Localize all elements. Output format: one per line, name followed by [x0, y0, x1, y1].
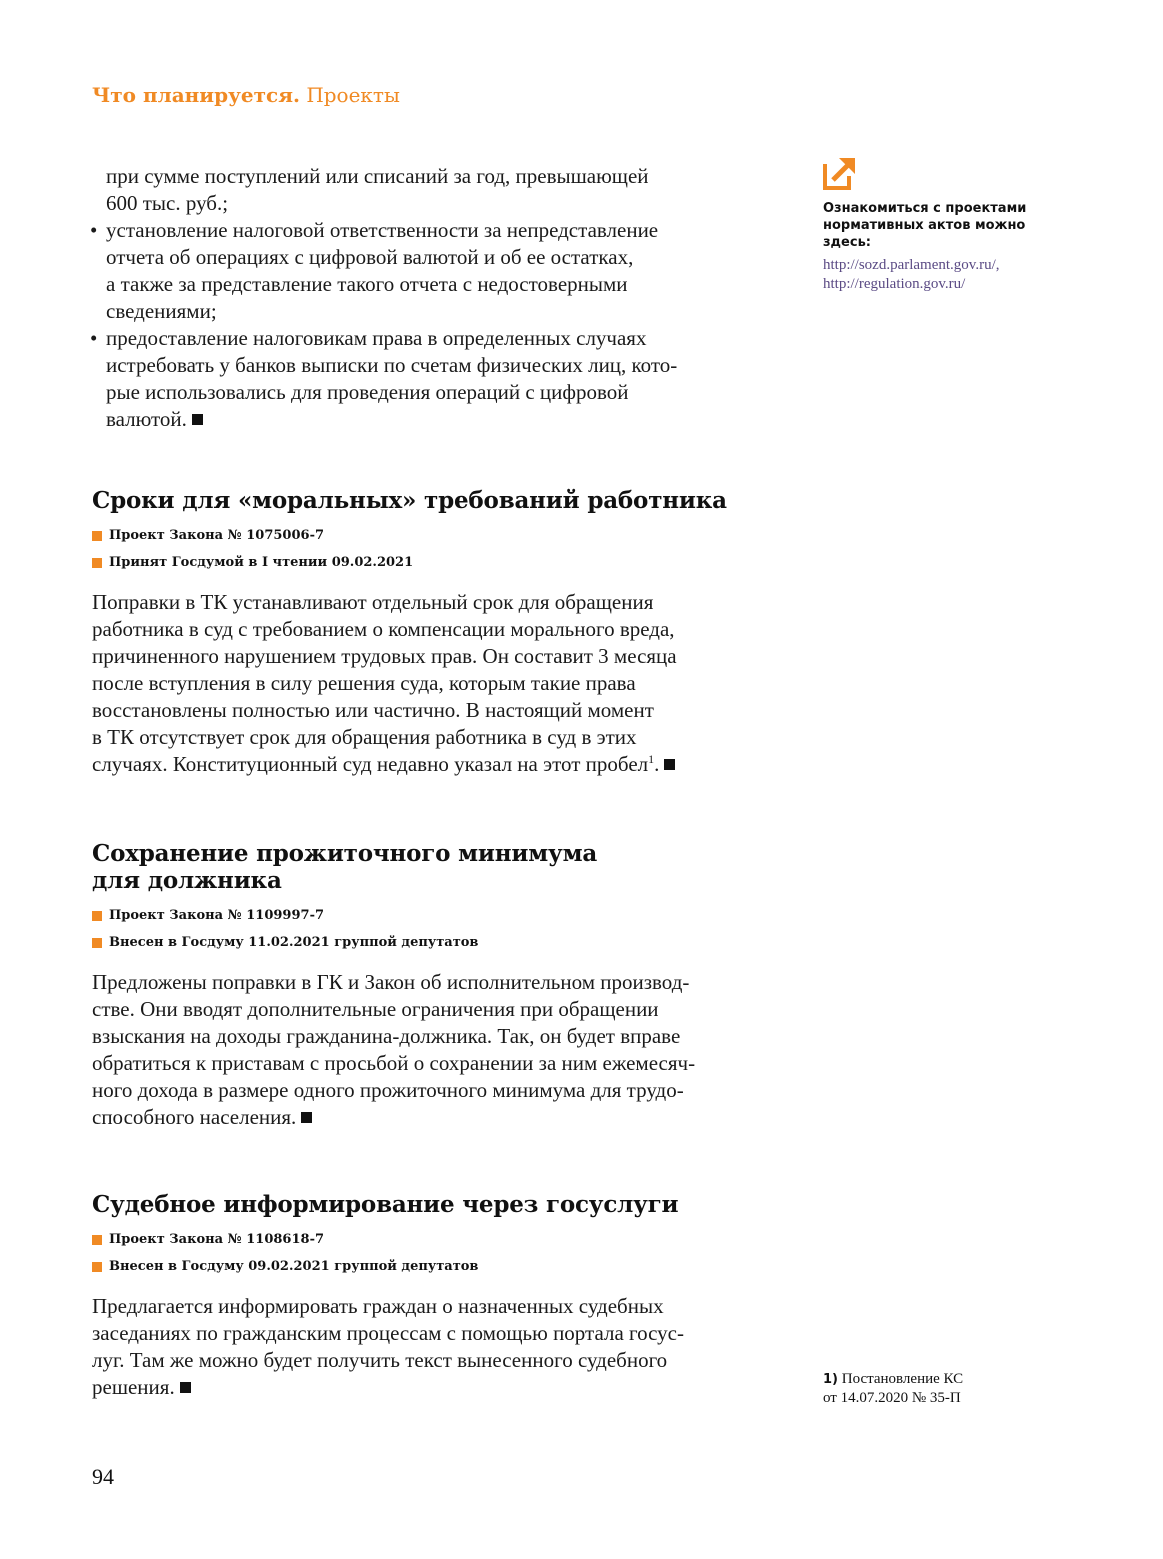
- section-body: Поправки в ТК устанавливают отдельный срок для обращения работника в суд с требованием о компенсации морального вреда, причиненного нарушением трудовых прав. Он составит 3 месяца после вступления в силу решения суда, которым такие права восстановлены полностью или частично. В настоящий момент в ТК отсутствует срок для обращения работника в суд в этих случаях. Конституционный суд недавно указал на этот пробел$^1$.: [92, 590, 677, 776]
- square-bullet-icon: [92, 938, 102, 948]
- end-mark-icon: [180, 1382, 191, 1393]
- end-mark-icon: [664, 759, 675, 770]
- section-subsistence-minimum: [92, 840, 772, 1131]
- bill-number: Проект Закона № 1108618-7: [92, 1232, 772, 1248]
- bill-status: Принят Госдумой в I чтении 09.02.2021: [92, 555, 772, 571]
- link-sozd[interactable]: http://sozd.parlament.gov.ru/,: [823, 257, 1000, 273]
- bill-status: Внесен в Госдуму 09.02.2021 группой депутатов: [92, 1259, 772, 1275]
- footnote: 1) Постановление КС от 14.07.2020 № 35-П: [823, 1371, 964, 1406]
- footnote-number: 1): [823, 1372, 838, 1387]
- page-number: 94: [92, 1464, 114, 1489]
- end-mark-icon: [301, 1112, 312, 1123]
- link-regulation[interactable]: http://regulation.gov.ru/: [823, 276, 966, 292]
- intro-continuation: при сумме поступлений или списаний за год, превышающей 600 тыс. руб.;: [106, 164, 649, 215]
- intro-bullet-list: [92, 217, 772, 433]
- list-item: • установление налоговой ответственности за непредставление отчета об операциях с цифровой валютой и об ее остатках, а также за представление такого отчета с недостоверными сведениями;: [92, 217, 772, 325]
- section-moral-damages: [92, 487, 772, 778]
- external-link-icon[interactable]: [823, 156, 857, 190]
- running-header-subsection: Проекты: [306, 83, 400, 107]
- bill-status: Внесен в Госдуму 11.02.2021 группой депутатов: [92, 935, 772, 951]
- section-body: Предлагается информировать граждан о назначенных судебных заседаниях по гражданским процессам с помощью портала госус- луг. Там же можно будет получить текст вынесенного судебного решения.: [92, 1294, 684, 1399]
- sidebar-note: [823, 156, 1053, 294]
- square-bullet-icon: [92, 1235, 102, 1245]
- square-bullet-icon: [92, 1262, 102, 1272]
- section-body: Предложены поправки в ГК и Закон об исполнительном производ- стве. Они вводят дополнительные ограничения при обращении взыскания на доходы гражданина-должника. Так, он будет вправе обратиться к приставам с просьбой о сохранении за ним ежемесяч- ного дохода в размере одного прожиточного минимума для трудо- способного населения.: [92, 970, 696, 1129]
- list-item: • предоставление налоговикам права в определенных случаях истребовать у банков выписки по счетам физических лиц, кото- рые использовались для проведения операций с цифровой валютой.: [92, 325, 772, 433]
- section-title: Сохранение прожиточного минимума для должника: [92, 840, 598, 894]
- bill-number: Проект Закона № 1075006-7: [92, 528, 772, 544]
- section-title: Судебное информирование через госуслуги: [92, 1191, 679, 1218]
- section-title: Сроки для «моральных» требований работника: [92, 487, 727, 514]
- running-header-section: Что планируется.: [92, 83, 300, 107]
- section-court-notifications: [92, 1191, 772, 1401]
- intro-block: [92, 163, 772, 433]
- end-mark-icon: [192, 414, 203, 425]
- running-header: [92, 83, 400, 107]
- square-bullet-icon: [92, 531, 102, 541]
- bill-number: Проект Закона № 1109997-7: [92, 908, 772, 924]
- square-bullet-icon: [92, 911, 102, 921]
- footnote-ref[interactable]: 1: [648, 752, 655, 766]
- square-bullet-icon: [92, 558, 102, 568]
- sidebar-title: Ознакомиться с проектами нормативных актов можно здесь:: [823, 201, 1027, 250]
